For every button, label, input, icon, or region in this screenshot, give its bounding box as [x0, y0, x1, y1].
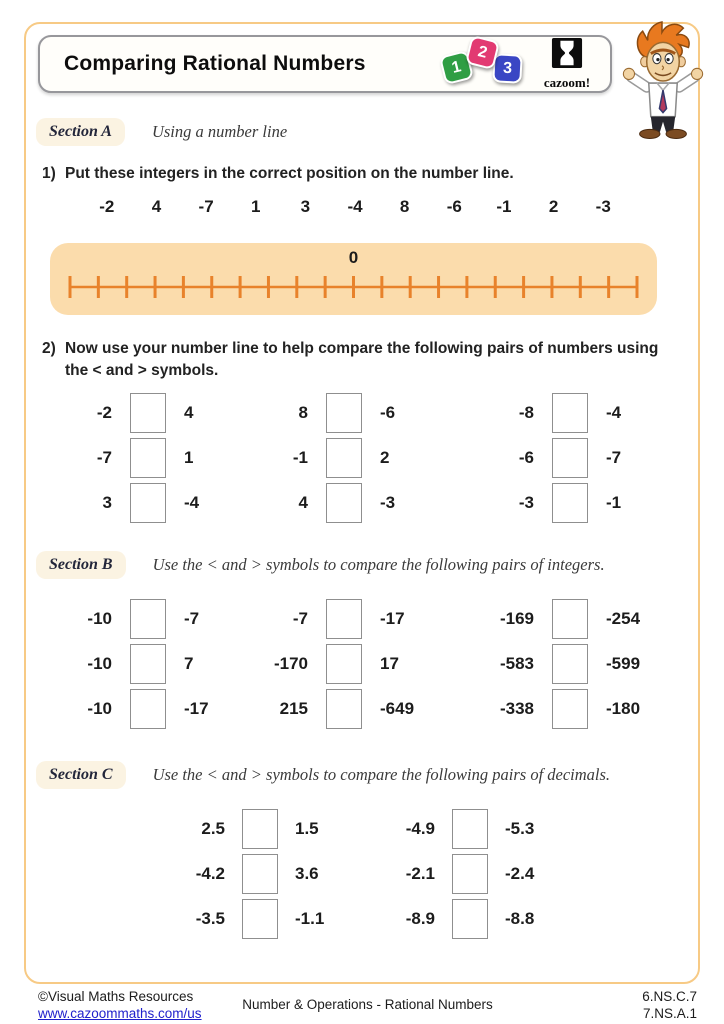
pair-left-value: -8 — [518, 402, 534, 422]
answer-box[interactable] — [326, 644, 362, 684]
comparison-pair — [474, 480, 621, 525]
answer-box[interactable] — [452, 809, 488, 849]
pair-right-value: -4 — [606, 402, 622, 422]
comparison-pair — [474, 390, 621, 435]
pair-right-value: -4 — [184, 492, 200, 512]
standards-codes — [642, 988, 697, 1022]
section-c-header — [36, 761, 610, 789]
cazoom-logo — [536, 37, 598, 91]
title-box — [38, 35, 612, 93]
section-b-label: Section B — [36, 551, 126, 579]
standard-code: 7.NS.A.1 — [642, 1006, 697, 1021]
pair-left-value: -8.9 — [405, 908, 435, 928]
comparison-pair — [52, 596, 248, 641]
pair-left-value: -4.9 — [405, 818, 435, 838]
answer-box[interactable] — [130, 689, 166, 729]
answer-box[interactable] — [552, 483, 588, 523]
standard-code: 6.NS.C.7 — [642, 989, 697, 1004]
comparison-pair — [474, 596, 640, 641]
website-link[interactable]: www.cazoommaths.com/us — [38, 1006, 202, 1021]
pair-right-value: -7 — [184, 608, 200, 628]
pair-left-value: -3 — [518, 492, 534, 512]
comparison-pair — [129, 806, 339, 851]
comparison-pair — [339, 851, 534, 896]
question-1-text: Put these integers in the correct position on the number line. — [65, 165, 514, 182]
answer-box[interactable] — [326, 689, 362, 729]
answer-box[interactable] — [552, 689, 588, 729]
question-1-number: 1) — [42, 165, 56, 182]
question-2-prompt — [42, 338, 658, 382]
pair-right-value: 7 — [184, 653, 194, 673]
pair-left-value: -1 — [292, 447, 308, 467]
question-2-text — [65, 338, 658, 382]
section-a-comparison-grid — [52, 390, 621, 525]
integer-value: -4 — [347, 197, 363, 216]
number-line-zero-label: 0 — [348, 248, 359, 267]
pair-left-value: -2 — [96, 402, 112, 422]
answer-box[interactable] — [326, 438, 362, 478]
comparison-pair — [248, 686, 474, 731]
numbers-123-icon — [442, 37, 526, 91]
pair-left-value: -10 — [87, 698, 112, 718]
pair-left-value: -583 — [499, 653, 534, 673]
comparison-pair — [52, 390, 248, 435]
cartoon-mascot — [616, 20, 710, 140]
pair-right-value: -1.1 — [295, 908, 325, 928]
answer-box[interactable] — [242, 809, 278, 849]
section-a-description: Using a number line — [151, 122, 288, 141]
page-title: Comparing Rational Numbers — [64, 52, 366, 75]
answer-box[interactable] — [242, 899, 278, 939]
answer-box[interactable] — [130, 644, 166, 684]
pair-right-value: -180 — [606, 698, 641, 718]
pair-right-value: -254 — [606, 608, 641, 628]
pair-right-value: -17 — [184, 698, 209, 718]
pair-right-value: -3 — [380, 492, 396, 512]
pair-left-value: 215 — [279, 698, 308, 718]
cazoom-hourglass-icon — [551, 37, 583, 69]
answer-box[interactable] — [452, 854, 488, 894]
pair-right-value: 3.6 — [295, 863, 319, 883]
tile-2-label: 2 — [476, 42, 489, 62]
comparison-pair — [474, 435, 621, 480]
answer-box[interactable] — [326, 483, 362, 523]
answer-box[interactable] — [130, 483, 166, 523]
pair-right-value: -2.4 — [505, 863, 535, 883]
pair-right-value: -17 — [380, 608, 405, 628]
comparison-pair — [52, 480, 248, 525]
pair-right-value: -599 — [606, 653, 641, 673]
tile-3-icon — [492, 53, 522, 83]
number-line-panel[interactable] — [50, 243, 657, 315]
comparison-pair — [474, 686, 640, 731]
question-1-prompt — [42, 163, 514, 185]
section-a-header — [36, 118, 287, 146]
pair-right-value: -1 — [606, 492, 622, 512]
pair-right-value: -649 — [380, 698, 415, 718]
pair-left-value: -338 — [499, 698, 534, 718]
comparison-pair — [52, 641, 248, 686]
comparison-pair — [129, 896, 339, 941]
integer-value: 1 — [251, 197, 261, 216]
pair-left-value: -7 — [292, 608, 308, 628]
question-2-line1: Now use your number line to help compare the following pairs of numbers using — [65, 340, 659, 357]
pair-right-value: 17 — [380, 653, 399, 673]
pair-left-value: -169 — [499, 608, 534, 628]
question-2-number: 2) — [42, 340, 56, 357]
answer-box[interactable] — [552, 644, 588, 684]
pair-left-value: -4.2 — [195, 863, 225, 883]
pair-left-value: 8 — [298, 402, 308, 422]
comparison-pair — [52, 435, 248, 480]
comparison-pair — [129, 851, 339, 896]
answer-box[interactable] — [552, 438, 588, 478]
mascot-illustration-icon — [616, 20, 710, 140]
integer-value: -1 — [496, 197, 512, 216]
answer-box[interactable] — [242, 854, 278, 894]
section-b-comparison-grid — [52, 596, 640, 731]
pair-left-value: 4 — [298, 492, 308, 512]
pair-left-value: -10 — [87, 653, 112, 673]
answer-box[interactable] — [326, 393, 362, 433]
answer-box[interactable] — [552, 393, 588, 433]
integers-to-place — [82, 197, 628, 217]
comparison-pair — [248, 596, 474, 641]
section-c-comparison-grid — [129, 806, 534, 941]
pair-right-value: 1.5 — [295, 818, 319, 838]
answer-box[interactable] — [130, 393, 166, 433]
pair-left-value: 3 — [102, 492, 112, 512]
comparison-pair — [248, 641, 474, 686]
pair-left-value: -170 — [273, 653, 308, 673]
integer-value: -2 — [99, 197, 115, 216]
answer-box[interactable] — [130, 438, 166, 478]
footer-credits — [38, 988, 202, 1022]
tile-1-label: 1 — [450, 57, 463, 77]
worksheet-topic: Number & Operations - Rational Numbers — [242, 997, 493, 1012]
section-a-label: Section A — [36, 118, 125, 146]
number-line-icon — [50, 257, 657, 313]
pair-right-value: -8.8 — [505, 908, 535, 928]
pair-left-value: -7 — [96, 447, 112, 467]
section-c-description: Use the < and > symbols to compare the following pairs of decimals. — [152, 765, 611, 784]
pair-left-value: -10 — [87, 608, 112, 628]
answer-box[interactable] — [452, 899, 488, 939]
pair-right-value: -6 — [380, 402, 396, 422]
section-b-header — [36, 551, 605, 579]
comparison-pair — [248, 480, 474, 525]
comparison-pair — [248, 390, 474, 435]
integer-value: 8 — [399, 197, 410, 216]
pair-left-value: -3.5 — [195, 908, 225, 928]
pair-right-value: -7 — [606, 447, 622, 467]
pair-right-value: 4 — [184, 402, 194, 422]
integer-value: -3 — [595, 197, 611, 216]
question-2-line2: the < and > symbols. — [65, 362, 219, 379]
integer-value: -7 — [198, 197, 214, 216]
tile-3-label: 3 — [502, 59, 513, 77]
pair-left-value: 2.5 — [201, 818, 225, 838]
integer-value: -6 — [446, 197, 462, 216]
pair-right-value: 1 — [184, 447, 194, 467]
pair-right-value: 2 — [380, 447, 390, 467]
comparison-pair — [248, 435, 474, 480]
section-c-label: Section C — [36, 761, 126, 789]
integer-value: 2 — [548, 197, 559, 216]
comparison-pair — [52, 686, 248, 731]
section-b-description: Use the < and > symbols to compare the following pairs of integers. — [152, 555, 605, 574]
pair-right-value: -5.3 — [505, 818, 535, 838]
answer-box[interactable] — [552, 599, 588, 639]
integer-value: 4 — [151, 197, 162, 216]
pair-left-value: -2.1 — [405, 863, 435, 883]
cazoom-logo-text: cazoom! — [543, 75, 591, 90]
comparison-pair — [339, 896, 534, 941]
answer-box[interactable] — [326, 599, 362, 639]
comparison-pair — [474, 641, 640, 686]
copyright-text: ©Visual Maths Resources — [38, 989, 194, 1004]
comparison-pair — [339, 806, 534, 851]
integer-value: 3 — [300, 197, 311, 216]
answer-box[interactable] — [130, 599, 166, 639]
pair-left-value: -6 — [518, 447, 534, 467]
